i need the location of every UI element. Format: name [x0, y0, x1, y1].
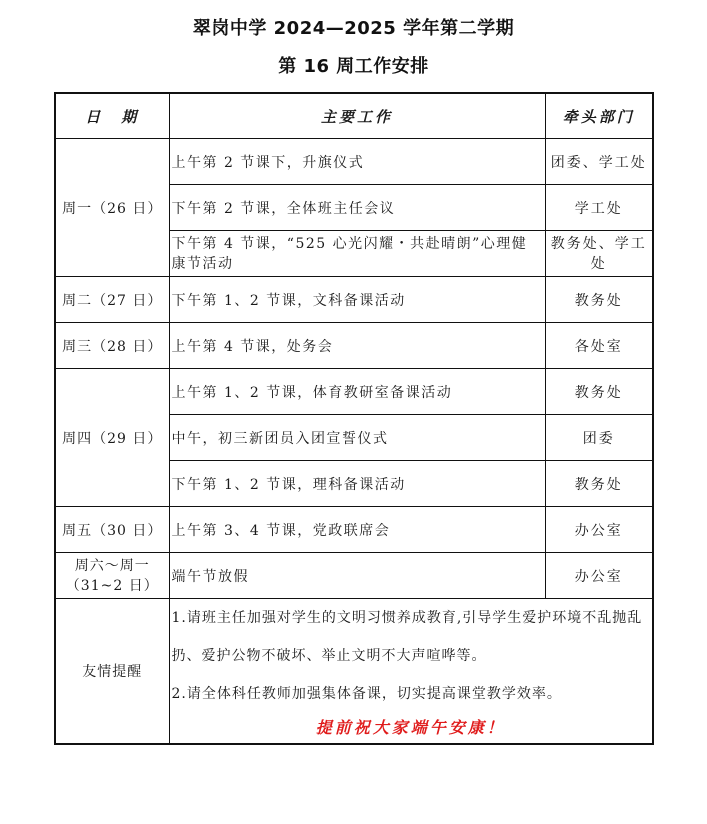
dept-cell: 教务处: [545, 369, 653, 415]
date-cell-tuesday: 周二（27 日）: [55, 277, 169, 323]
document-subtitle: 第 16 周工作安排: [278, 56, 429, 77]
work-cell: 端午节放假: [169, 553, 545, 599]
table-row: [55, 553, 653, 599]
date-cell-monday: 周一（26 日）: [55, 139, 169, 277]
column-header-date: 日 期: [55, 93, 169, 139]
holiday-wish: 提前祝大家端午安康！: [315, 718, 506, 737]
dept-cell: 办公室: [545, 507, 653, 553]
dept-cell: 教务处、学工处: [545, 231, 653, 277]
table-row: [55, 139, 653, 185]
work-cell: 上午第 4 节课，处务会: [169, 323, 545, 369]
dept-cell: 教务处: [545, 461, 653, 507]
header-row: [55, 93, 653, 139]
date-cell-wednesday: 周三（28 日）: [55, 323, 169, 369]
dept-cell: 团委、学工处: [545, 139, 653, 185]
column-header-work: 主要工作: [169, 93, 545, 139]
work-cell: 下午第 1、2 节课，文科备课活动: [169, 277, 545, 323]
work-cell: 上午第 2 节课下，升旗仪式: [169, 139, 545, 185]
work-cell: 上午第 1、2 节课，体育教研室备课活动: [169, 369, 545, 415]
reminder-line-2: 2.请全体科任教师加强集体备课，切实提高课堂教学效率。: [171, 686, 562, 702]
dept-cell: 团委: [545, 415, 653, 461]
table-row: [55, 323, 653, 369]
work-cell: 中午，初三新团员入团宣誓仪式: [169, 415, 545, 461]
reminder-row: [55, 599, 653, 745]
table-row: [55, 277, 653, 323]
document-title: 翠岗中学 2024—2025 学年第二学期: [192, 18, 515, 39]
work-cell: 上午第 3、4 节课，党政联席会: [169, 507, 545, 553]
date-cell-thursday: 周四（29 日）: [55, 369, 169, 507]
reminder-line-1: 1.请班主任加强对学生的文明习惯养成教育,引导学生爱护环境不乱抛乱扔、爱护公物不破坏、举止文明不大声喧哗等。: [171, 610, 643, 664]
work-cell: 下午第 2 节课，全体班主任会议: [169, 185, 545, 231]
date-cell-friday: 周五（30 日）: [55, 507, 169, 553]
work-cell: 下午第 4 节课，“525 心光闪耀・共赴晴朗”心理健康节活动: [169, 231, 545, 277]
reminder-content: [169, 599, 653, 745]
dept-cell: 办公室: [545, 553, 653, 599]
column-header-dept: 牵头部门: [545, 93, 653, 139]
date-cell-holiday: [55, 553, 169, 599]
table-row: [55, 507, 653, 553]
work-cell: 下午第 1、2 节课，理科备课活动: [169, 461, 545, 507]
date-line: （31~2 日）: [65, 577, 159, 594]
dept-cell: 学工处: [545, 185, 653, 231]
dept-cell: 各处室: [545, 323, 653, 369]
reminder-label: 友情提醒: [55, 599, 169, 745]
date-line: 周六～周一: [74, 557, 150, 574]
schedule-table: [54, 92, 654, 745]
table-row: [55, 369, 653, 415]
dept-cell: 教务处: [545, 277, 653, 323]
